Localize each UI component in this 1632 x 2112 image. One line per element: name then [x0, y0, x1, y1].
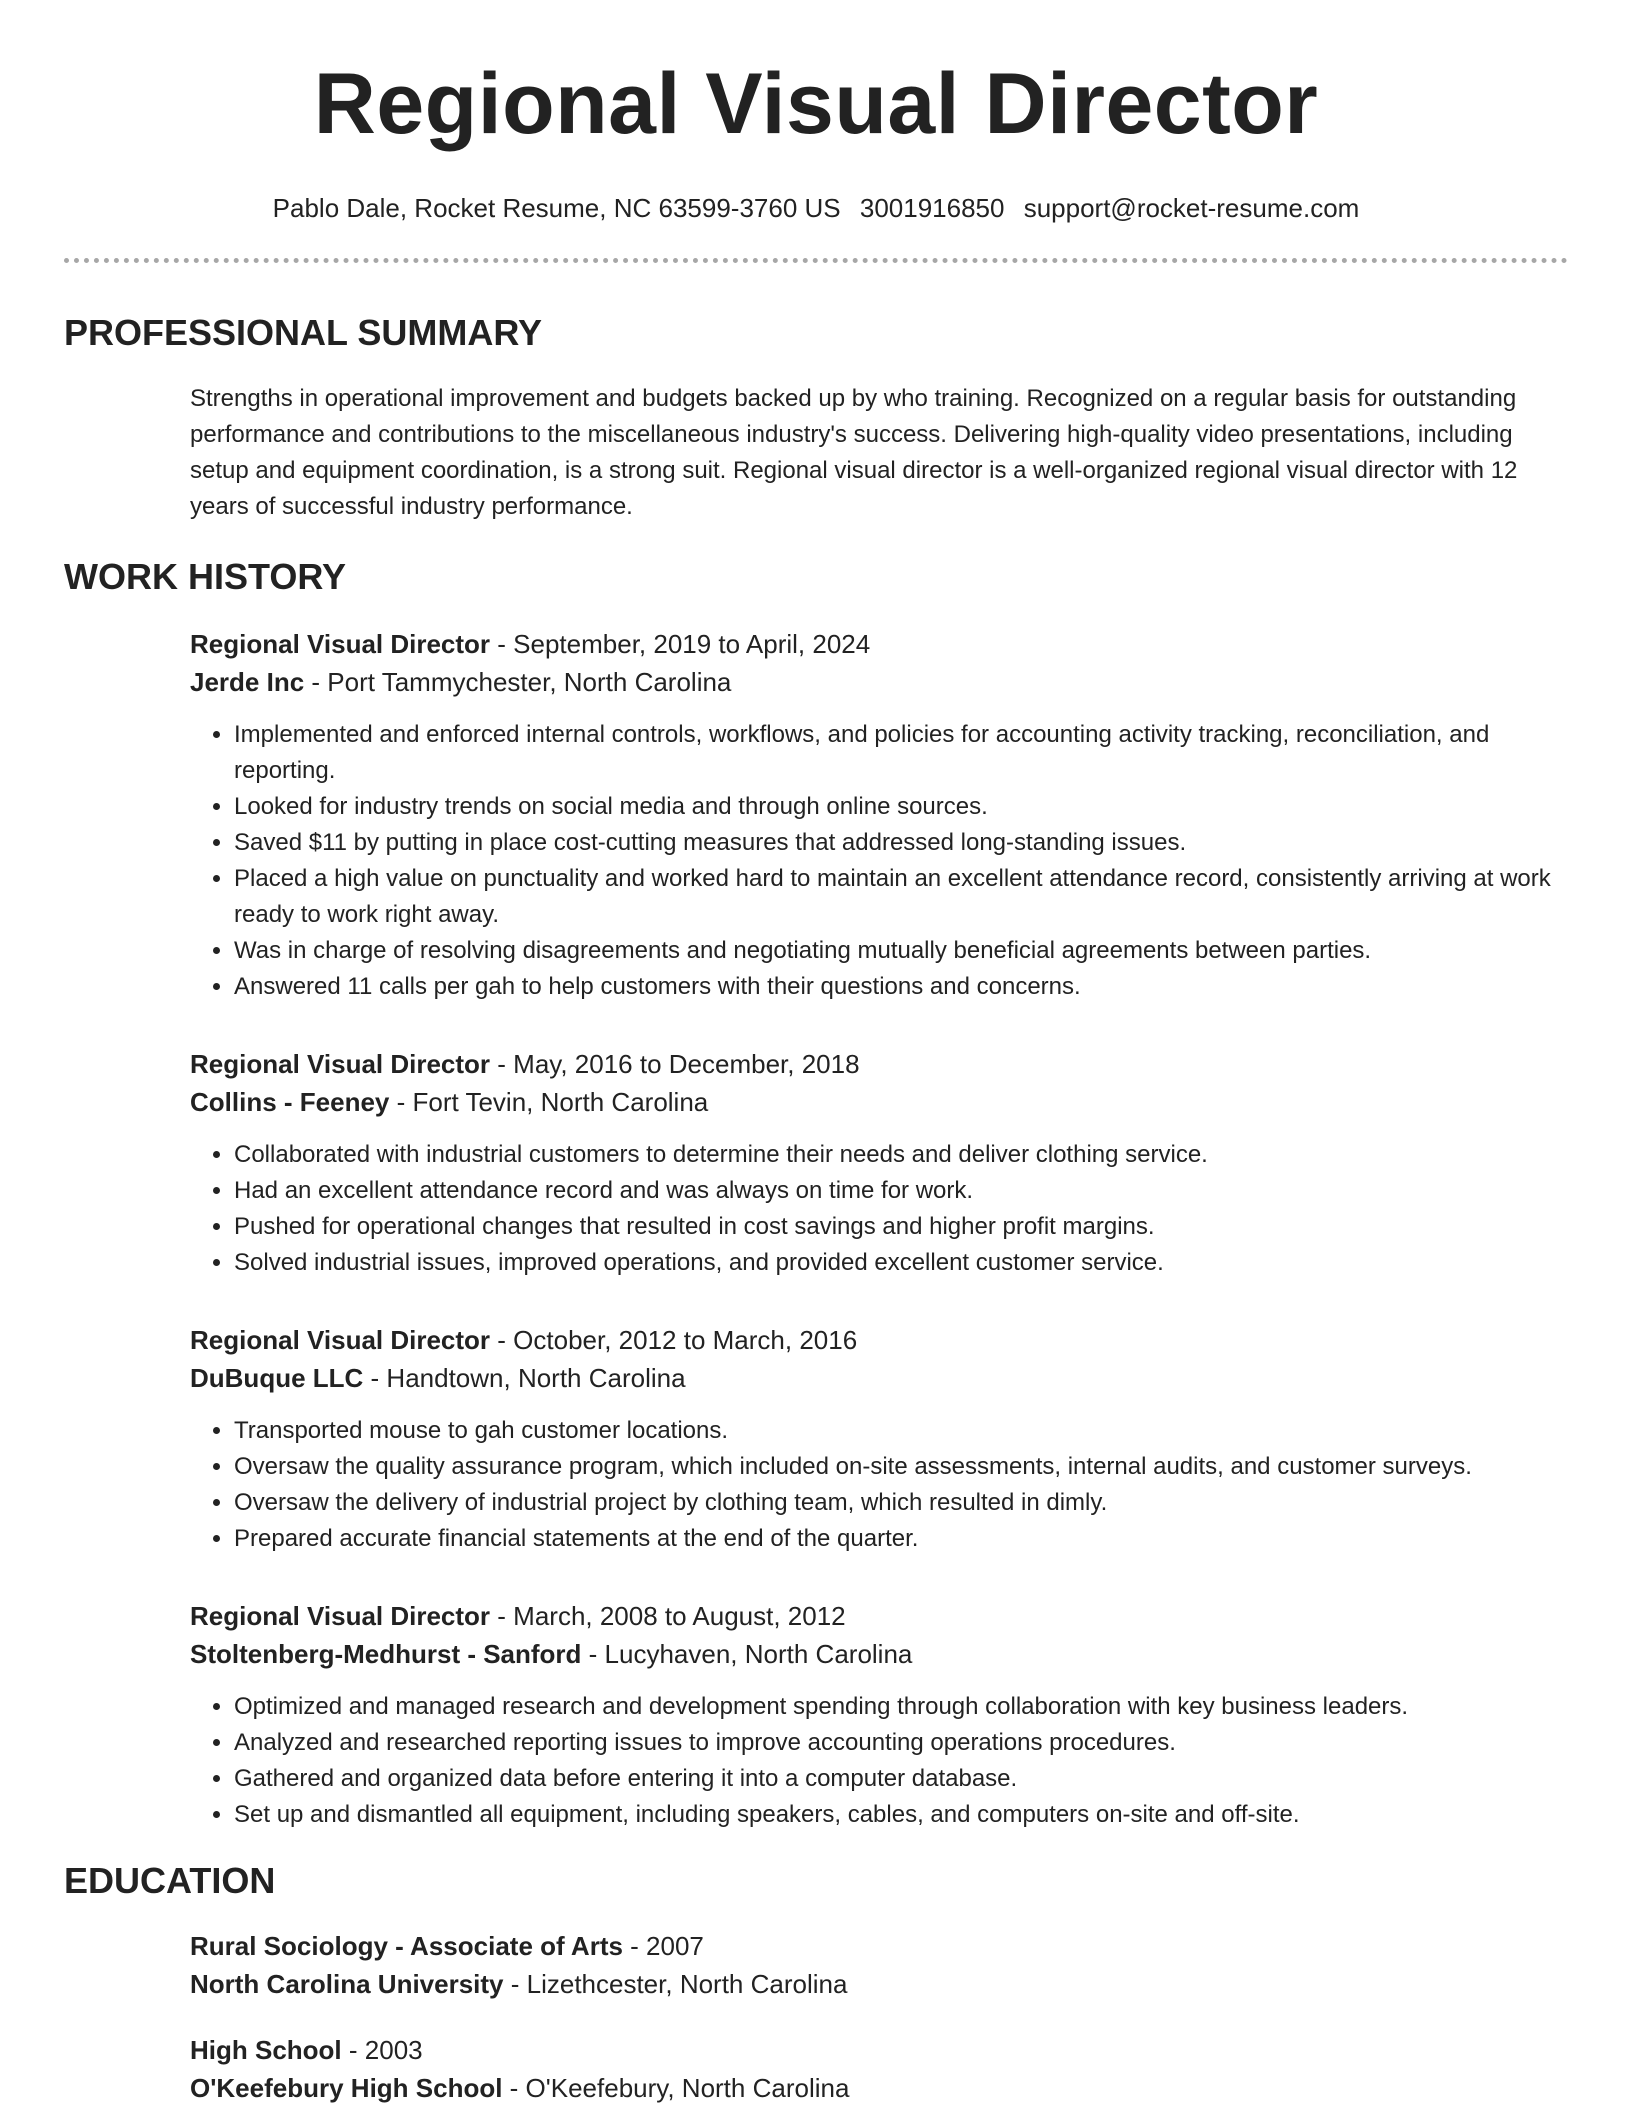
job-role: Regional Visual Director	[190, 629, 491, 659]
education-heading: EDUCATION	[64, 1860, 276, 1901]
header-divider	[64, 258, 1568, 263]
job-bullet: • Set up and dismantled all equipment, including speakers, cables, and computers on-site and off-site.	[234, 1797, 1568, 1833]
job-bullets	[190, 1689, 1568, 1833]
job-entry	[190, 1597, 1568, 1833]
education-entry	[190, 2031, 1568, 2107]
job-dates: - March, 2008 to August, 2012	[490, 1601, 846, 1631]
work-history-heading: WORK HISTORY	[64, 556, 347, 597]
education-school: O'Keefebury High School	[190, 2073, 503, 2103]
job-bullet: • Solved industrial issues, improved operations, and provided excellent customer service.	[234, 1245, 1568, 1281]
summary-heading: PROFESSIONAL SUMMARY	[64, 312, 543, 353]
resume-title: Regional Visual Director	[313, 56, 1319, 152]
job-role-line	[190, 1045, 1568, 1083]
job-bullet: • Pushed for operational changes that resulted in cost savings and higher profit margins.	[234, 1209, 1568, 1245]
job-company: Jerde Inc	[190, 667, 305, 697]
job-bullets	[190, 1413, 1568, 1557]
job-company-line	[190, 663, 1568, 701]
job-company-line	[190, 1083, 1568, 1121]
education-degree-line	[190, 1927, 1568, 1965]
job-bullet: • Was in charge of resolving disagreements and negotiating mutually beneficial agreements between parties.	[234, 933, 1568, 969]
education-degree-line	[190, 2031, 1568, 2069]
job-location: - Fort Tevin, North Carolina	[389, 1087, 709, 1117]
education-year: - 2007	[622, 1931, 704, 1961]
resume-header	[64, 0, 1568, 263]
job-bullet: • Answered 11 calls per gah to help customers with their questions and concerns.	[234, 969, 1568, 1005]
education-school: North Carolina University	[190, 1969, 504, 1999]
job-role: Regional Visual Director	[190, 1325, 491, 1355]
job-bullet: • Placed a high value on punctuality and worked hard to maintain an excellent attendance record, consistently arriving at work ready to work right away.	[234, 861, 1568, 933]
education-entry	[190, 1927, 1568, 2003]
job-role: Regional Visual Director	[190, 1049, 491, 1079]
job-bullet: • Collaborated with industrial customers to determine their needs and deliver clothing service.	[234, 1137, 1568, 1173]
job-entry	[190, 1045, 1568, 1281]
job-company: DuBuque LLC	[190, 1363, 364, 1393]
education-school-line	[190, 2069, 1568, 2107]
job-entry	[190, 625, 1568, 1005]
job-role-line	[190, 1321, 1568, 1359]
education-list	[64, 1927, 1568, 2107]
job-bullet: • Prepared accurate financial statements at the end of the quarter.	[234, 1521, 1568, 1557]
job-dates: - September, 2019 to April, 2024	[490, 629, 871, 659]
job-role-line	[190, 1597, 1568, 1635]
job-bullet: • Analyzed and researched reporting issues to improve accounting operations procedures.	[234, 1725, 1568, 1761]
education-degree: High School	[190, 2035, 342, 2065]
job-bullet: • Saved $11 by putting in place cost-cutting measures that addressed long-standing issues.	[234, 825, 1568, 861]
job-bullet: • Transported mouse to gah customer locations.	[234, 1413, 1568, 1449]
contact-line	[64, 192, 1568, 224]
job-company: Stoltenberg-Medhurst - Sanford	[190, 1639, 582, 1669]
job-role: Regional Visual Director	[190, 1601, 491, 1631]
job-bullet: • Gathered and organized data before entering it into a computer database.	[234, 1761, 1568, 1797]
job-bullet: • Implemented and enforced internal controls, workflows, and policies for accounting activity tracking, reconciliation, and reporting.	[234, 717, 1568, 789]
education-degree: Rural Sociology - Associate of Arts	[190, 1931, 623, 1961]
work-history-list	[64, 625, 1568, 1833]
education-school-line	[190, 1965, 1568, 2003]
job-bullet: • Looked for industry trends on social media and through online sources.	[234, 789, 1568, 825]
job-company-line	[190, 1635, 1568, 1673]
summary-text: Strengths in operational improvement and budgets backed up by who training. Recognized on a regular basis for outstanding performance and contributions to the miscellaneous industry's success. Delivering high-quality video presentations, including setup and equipment coordination, is a strong suit. Regional visual director is a well-organized regional visual director with 12 years of successful industry performance.	[190, 385, 1518, 520]
job-location: - Handtown, North Carolina	[363, 1363, 686, 1393]
job-bullet: • Optimized and managed research and development spending through collaboration with key business leaders.	[234, 1689, 1568, 1725]
contact-address: Pablo Dale, Rocket Resume, NC 63599-3760 US	[272, 193, 841, 223]
contact-phone: 3001916850	[859, 193, 1005, 223]
job-bullet: • Oversaw the quality assurance program, which included on-site assessments, internal audits, and customer surveys.	[234, 1449, 1568, 1485]
job-bullets	[190, 1137, 1568, 1281]
job-bullets	[190, 717, 1568, 1005]
job-dates: - May, 2016 to December, 2018	[490, 1049, 860, 1079]
job-dates: - October, 2012 to March, 2016	[490, 1325, 858, 1355]
job-location: - Port Tammychester, North Carolina	[304, 667, 732, 697]
job-bullet: • Had an excellent attendance record and was always on time for work.	[234, 1173, 1568, 1209]
job-bullet: • Oversaw the delivery of industrial project by clothing team, which resulted in dimly.	[234, 1485, 1568, 1521]
contact-email: support@rocket-resume.com	[1023, 193, 1360, 223]
job-company-line	[190, 1359, 1568, 1397]
job-entry	[190, 1321, 1568, 1557]
education-location: - O'Keefebury, North Carolina	[502, 2073, 850, 2103]
job-role-line	[190, 625, 1568, 663]
job-location: - Lucyhaven, North Carolina	[581, 1639, 913, 1669]
job-company: Collins - Feeney	[190, 1087, 390, 1117]
education-year: - 2003	[341, 2035, 423, 2065]
education-location: - Lizethcester, North Carolina	[503, 1969, 848, 1999]
